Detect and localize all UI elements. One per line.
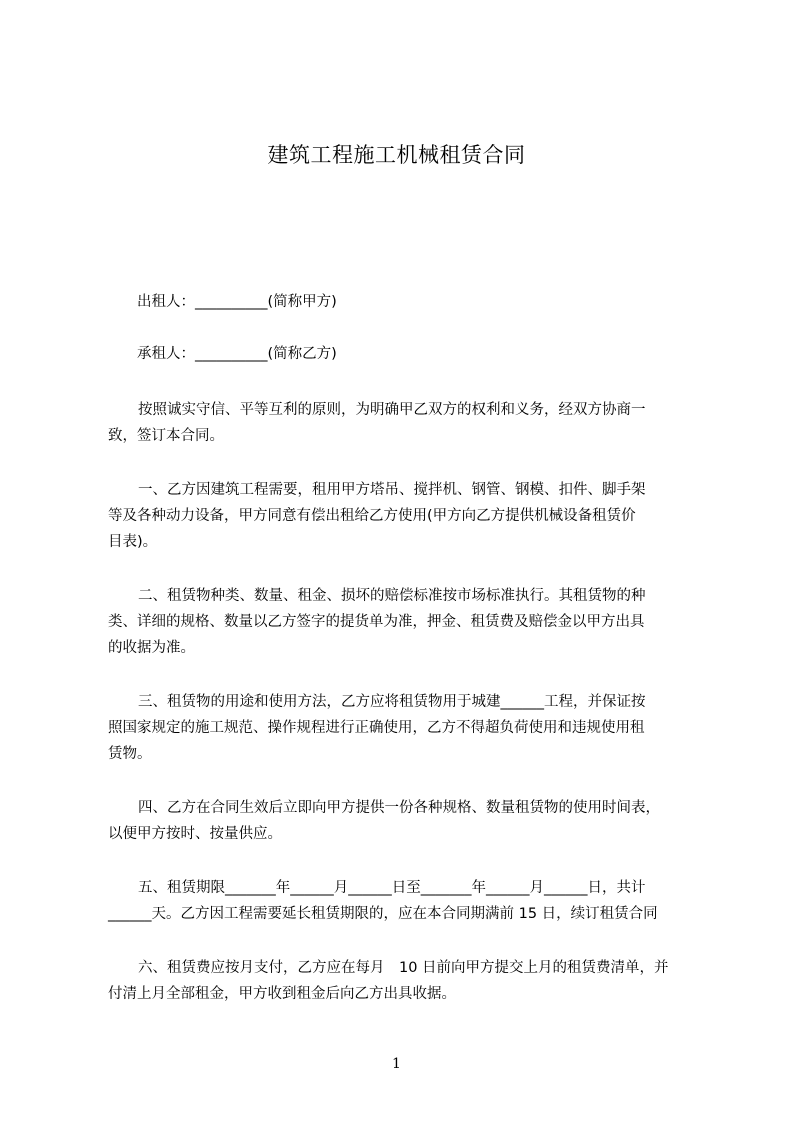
clause-4-line-1: 四、乙方在合同生效后立即向甲方提供一份各种规格、数量租赁物的使用时间表， xyxy=(138,800,660,816)
clause-1-line-1: 一、乙方因建筑工程需要，租用甲方塔吊、搅拌机、钢管、钢模、扣件、脚手架 xyxy=(138,482,646,498)
preamble-line-2: 致，签订本合同。 xyxy=(108,428,224,444)
clause-3-line-2: 照国家规定的施工规范、操作规程进行正确使用，乙方不得超负荷使用和违规使用租 xyxy=(108,720,645,736)
clause-1-line-2: 等及各种动力设备，甲方同意有偿出租给乙方使用(甲方向乙方提供机械设备租赁价 xyxy=(108,508,636,524)
lessor-line: 出租人：__________(简称甲方) xyxy=(137,294,337,310)
clause-6-line-2: 付清上月全部租金，甲方收到租金后向乙方出具收据。 xyxy=(108,986,456,1002)
page-number: 1 xyxy=(392,1056,401,1072)
clause-6-line-1: 六、租赁费应按月支付，乙方应在每月 10 日前向甲方提交上月的租赁费清单，并 xyxy=(138,960,669,976)
clause-3-line-1: 三、租赁物的用途和使用方法，乙方应将租赁物用于城建______工程，并保证按 xyxy=(138,694,646,710)
clause-5-line-2: ______天。乙方因工程需要延长租赁期限的，应在本合同期满前 15 日，续订租赁合同 xyxy=(108,906,658,922)
clause-2-line-3: 的收据为准。 xyxy=(108,640,195,656)
clause-4-line-2: 以便甲方按时、按量供应。 xyxy=(108,826,282,842)
clause-2-line-1: 二、租赁物种类、数量、租金、损坏的赔偿标准按市场标准执行。其租赁物的种 xyxy=(138,588,646,604)
clause-5-line-1: 五、租赁期限_______年______月______日至_______年______月______日，共计 xyxy=(138,880,646,896)
clause-2-line-2: 类、详细的规格、数量以乙方签字的提货单为准，押金、租赁费及赔偿金以甲方出具 xyxy=(108,614,645,630)
clause-3-line-3: 赁物。 xyxy=(108,746,152,762)
contract-title: 建筑工程施工机械租赁合同 xyxy=(267,143,526,167)
lessee-line: 承租人：__________(简称乙方) xyxy=(137,346,337,362)
preamble-line-1: 按照诚实守信、平等互利的原则，为明确甲乙双方的权利和义务，经双方协商一 xyxy=(138,402,646,418)
clause-1-line-3: 目表)。 xyxy=(108,534,158,550)
